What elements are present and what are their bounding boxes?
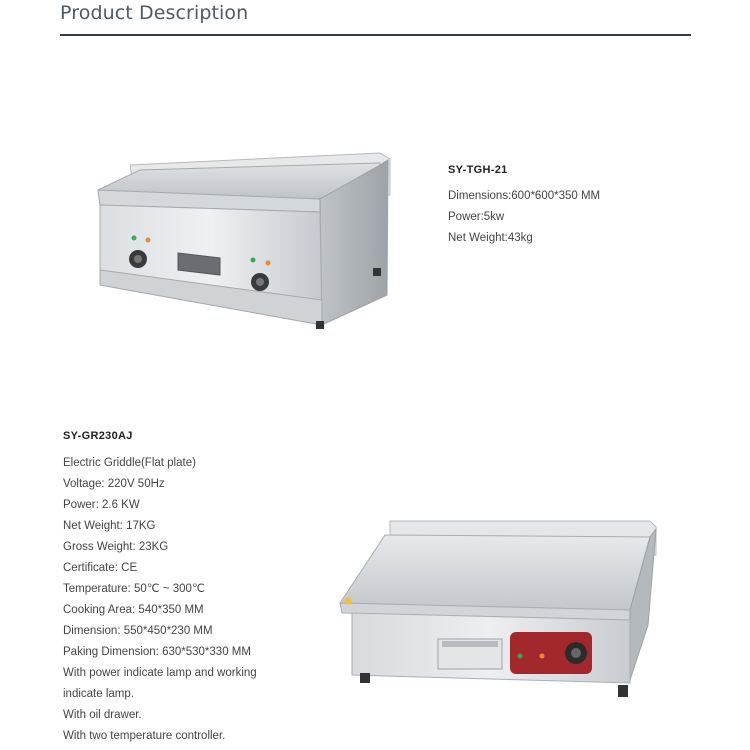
product-2-spec: With oil drawer.	[63, 709, 142, 721]
product-2-spec: Cooking Area: 540*350 MM	[63, 604, 204, 616]
product-2-spec: indicate lamp.	[63, 688, 134, 700]
product-2-spec: Paking Dimension: 630*530*330 MM	[63, 646, 251, 658]
product-2-spec: Voltage: 220V 50Hz	[63, 478, 165, 490]
product-1-model: SY-TGH-21	[448, 164, 508, 176]
product-1-specs	[448, 186, 600, 249]
product-2-model: SY-GR230AJ	[63, 430, 133, 442]
product-1-spec: Dimensions:600*600*350 MM	[448, 190, 601, 202]
product-2-spec: Dimension: 550*450*230 MM	[63, 625, 213, 637]
page-title: Product Description	[60, 2, 249, 24]
product-2-spec: With two temperature controller.	[63, 730, 226, 742]
title-divider	[60, 34, 691, 36]
product-2-spec: Net Weight: 17KG	[63, 520, 156, 532]
product-2-specs	[63, 453, 257, 747]
product-image-griddle-single	[330, 515, 660, 705]
product-image-griddle-double	[90, 135, 400, 335]
product-1-spec: Power:5kw	[448, 211, 505, 223]
product-2-spec: Power: 2.6 KW	[63, 499, 140, 511]
product-2-spec: Gross Weight: 23KG	[63, 541, 169, 553]
product-2-spec: Electric Griddle(Flat plate)	[63, 457, 196, 469]
product-2-spec: With power indicate lamp and working	[63, 667, 257, 679]
product-2-spec: Temperature: 50℃ ~ 300℃	[63, 583, 205, 595]
product-1-spec: Net Weight:43kg	[448, 232, 533, 244]
product-2-spec: Certificate: CE	[63, 562, 138, 574]
